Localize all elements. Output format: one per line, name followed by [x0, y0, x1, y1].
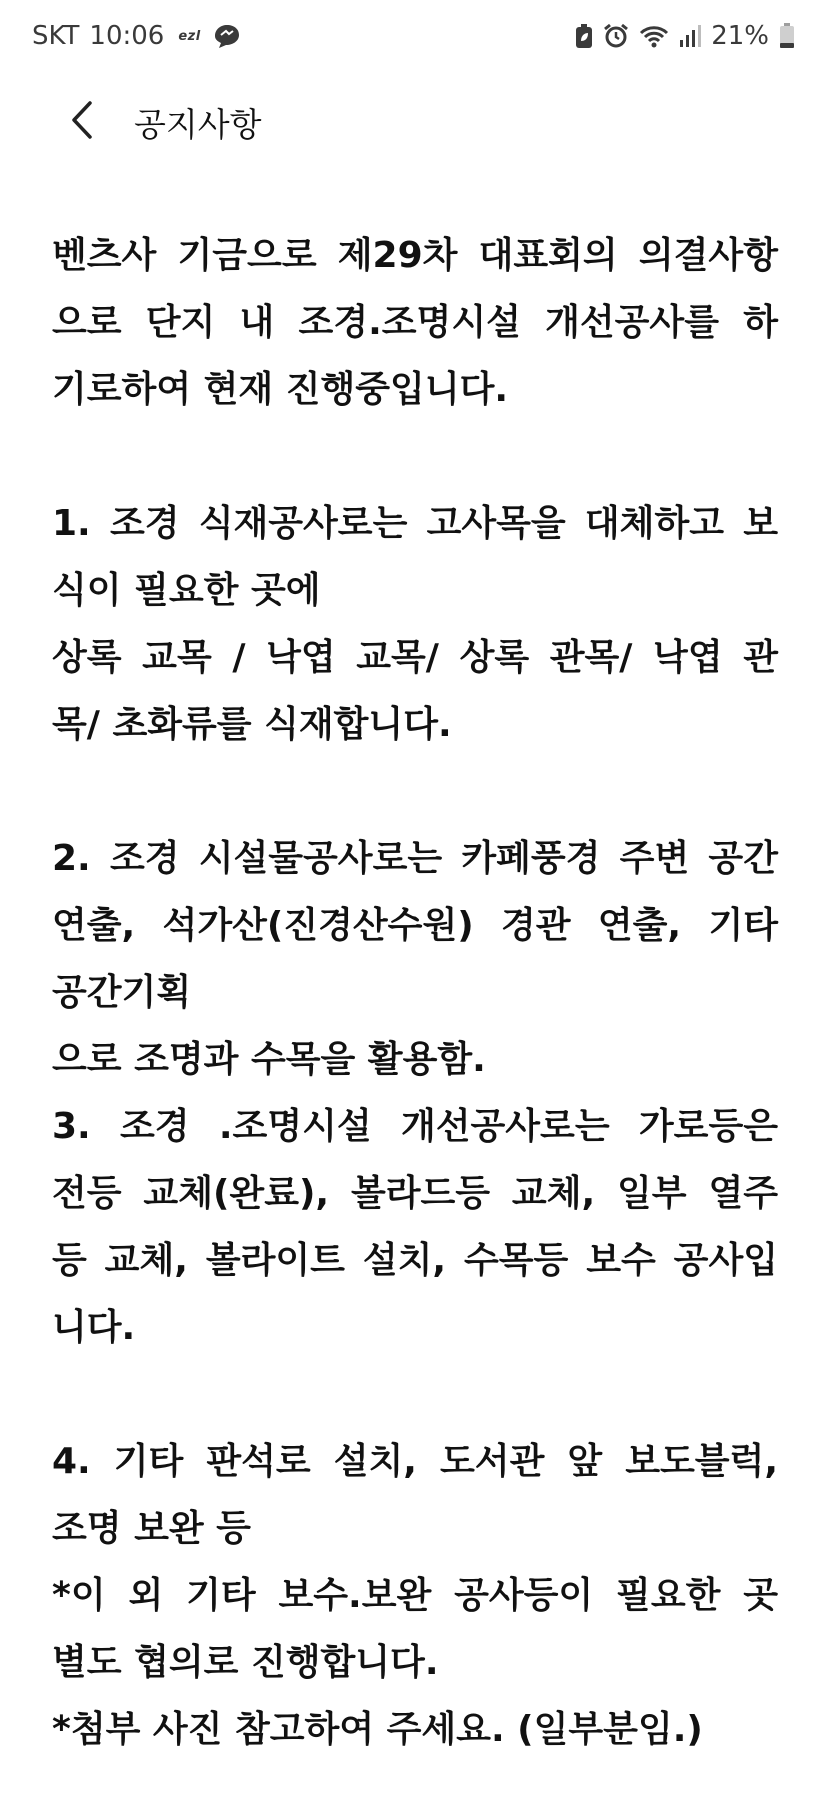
notice-line: 등 교체, 볼라이트 설치, 수목등 보수 공사입	[52, 1240, 778, 1281]
wifi-icon	[639, 24, 669, 48]
notice-line: *이 외 기타 보수.보완 공사등이 필요한 곳	[52, 1575, 778, 1616]
notice-line: 공간기획	[52, 972, 192, 1013]
battery-saver-icon	[575, 23, 593, 49]
notice-line: 전등 교체(완료), 볼라드등 교체, 일부 열주	[52, 1173, 778, 1214]
ezl-logo-icon: ezl	[178, 28, 201, 44]
blank-line	[52, 758, 778, 825]
page-title: 공지사항	[134, 104, 262, 144]
notice-line: 3. 조경 .조명시설 개선공사로는 가로등은	[52, 1106, 778, 1147]
carrier-label: SKT	[32, 21, 80, 51]
notice-line: 2. 조경 시설물공사로는 카페풍경 주변 공간	[52, 838, 778, 879]
notice-line: *첨부 사진 참고하여 주세요. (일부분임.)	[52, 1709, 703, 1750]
messenger-icon	[211, 23, 241, 49]
back-button[interactable]	[50, 90, 114, 154]
notice-line: 1. 조경 식재공사로는 고사목을 대체하고 보	[52, 503, 778, 544]
clock: 10:06	[89, 21, 165, 51]
notice-line: 으로 조명과 수목을 활용함.	[52, 1039, 486, 1080]
notice-line: 식이 필요한 곳에	[52, 570, 321, 611]
status-left	[32, 21, 241, 51]
notice-body	[52, 222, 778, 1763]
chevron-left-icon	[70, 100, 94, 144]
battery-percent: 21%	[711, 21, 769, 51]
notice-line: 조명 보완 등	[52, 1508, 251, 1549]
notice-line: 상록 교목 / 낙엽 교목/ 상록 관목/ 낙엽 관	[52, 637, 778, 678]
notice-line: 기로하여 현재 진행중입니다.	[52, 369, 509, 410]
alarm-icon	[603, 23, 629, 49]
notice-line: 4. 기타 판석로 설치, 도서관 앞 보도블럭,	[52, 1441, 778, 1482]
blank-line	[52, 1361, 778, 1428]
notice-line: 연출, 석가산(진경산수원) 경관 연출, 기타	[52, 905, 778, 946]
battery-icon	[779, 23, 795, 49]
notice-line: 별도 협의로 진행합니다.	[52, 1642, 439, 1683]
status-bar	[0, 0, 827, 72]
notice-line: 목/ 초화류를 식재합니다.	[52, 704, 452, 745]
signal-icon	[679, 24, 701, 48]
notice-line: 벤츠사 기금으로 제29차 대표회의 의결사항	[52, 235, 778, 276]
app-bar	[0, 72, 827, 172]
notice-line: 으로 단지 내 조경.조명시설 개선공사를 하	[52, 302, 778, 343]
notice-line: 니다.	[52, 1307, 136, 1348]
status-right	[575, 21, 795, 51]
blank-line	[52, 423, 778, 490]
